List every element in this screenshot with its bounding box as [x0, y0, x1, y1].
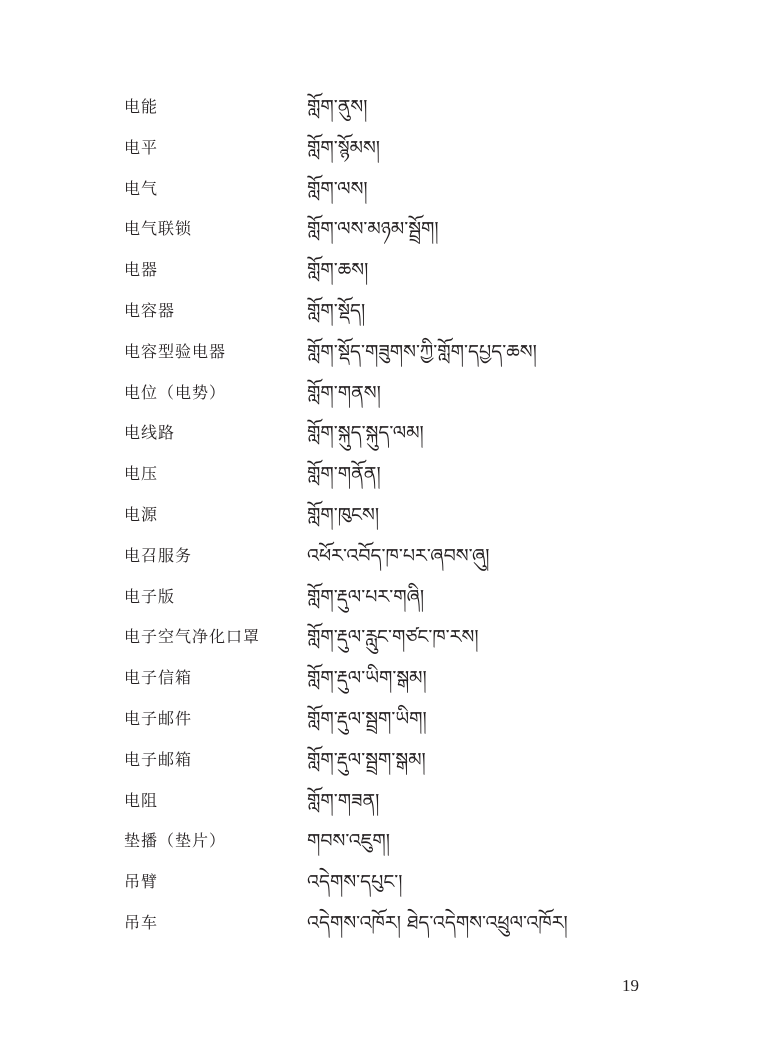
chinese-term: 电源: [124, 504, 159, 524]
glossary-entry: [0, 292, 759, 333]
tibetan-term: གློག་སྙོམས།: [307, 136, 380, 159]
glossary-list: [0, 88, 759, 945]
glossary-entry: [0, 333, 759, 374]
glossary-entry: [0, 822, 759, 863]
tibetan-term: གློག་གནོན།: [307, 463, 381, 486]
chinese-term: 电能: [124, 97, 159, 116]
tibetan-term: གློག་གཟན།: [307, 789, 380, 812]
tibetan-term: གློག་སྡོད།: [307, 299, 366, 322]
glossary-entry: [0, 578, 759, 619]
tibetan-term: གློག་རྡུལ་པར་གཞི།: [307, 585, 425, 608]
chinese-term: 电位（电势）: [124, 382, 227, 402]
chinese-term: 电气: [124, 178, 159, 198]
glossary-entry: [0, 782, 759, 823]
glossary-entry: [0, 537, 759, 578]
tibetan-term: གློག་ལས་མཉམ་སྦྲོག།: [307, 218, 439, 241]
glossary-entry: [0, 496, 759, 537]
chinese-term: 电器: [124, 260, 159, 280]
glossary-entry: [0, 700, 759, 741]
chinese-term: 电线路: [124, 423, 176, 443]
chinese-term: 吊臂: [124, 872, 159, 892]
tibetan-term: གློག་ནུས།: [307, 96, 368, 118]
tibetan-term: གློག་ཁུངས།: [307, 503, 380, 526]
chinese-term: 电阻: [124, 790, 159, 810]
glossary-entry: [0, 374, 759, 415]
tibetan-term: གློག་རྡུལ་སྦྲག་ཡིག།: [307, 707, 427, 730]
glossary-entry: [0, 455, 759, 496]
glossary-entry: [0, 741, 759, 782]
tibetan-term: གློག་ལས།: [307, 177, 368, 200]
chinese-term: 电子版: [124, 586, 176, 606]
chinese-term: 电压: [124, 464, 159, 484]
tibetan-term: གློག་རྡུལ་ཡིག་སྒམ།: [307, 667, 427, 690]
chinese-term: 垫播（垫片）: [124, 831, 227, 851]
tibetan-term: གློག་ཆས།: [307, 259, 369, 282]
chinese-term: 电容型验电器: [124, 341, 227, 361]
glossary-entry: [0, 210, 759, 251]
tibetan-term: གློག་གནས།: [307, 381, 381, 404]
glossary-entry: [0, 170, 759, 211]
tibetan-term: གབས་འཇུག།: [307, 830, 390, 853]
chinese-term: 电子邮箱: [124, 749, 193, 769]
glossary-entry: [0, 251, 759, 292]
glossary-entry: [0, 618, 759, 659]
tibetan-term: འདེགས་འཁོར། ཐེད་འདེགས་འཕྲུལ་འཁོར།: [307, 911, 568, 934]
glossary-entry: [0, 659, 759, 700]
glossary-entry: [0, 129, 759, 170]
glossary-entry: [0, 863, 759, 904]
chinese-term: 电召服务: [124, 545, 193, 565]
tibetan-term: གློག་རྡུལ་སྦྲག་སྒམ།: [307, 748, 426, 771]
chinese-term: 电子信箱: [124, 668, 193, 688]
tibetan-term: འཕོར་འབོད་ཁ་པར་ཞབས་ཞུ།: [307, 544, 490, 567]
chinese-term: 电子邮件: [124, 708, 193, 728]
page-number: 19: [622, 976, 639, 995]
glossary-entry: [0, 904, 759, 945]
tibetan-term: གློག་རྡུལ་རླུང་གཙང་ཁ་རས།: [307, 626, 479, 649]
glossary-entry: [0, 88, 759, 129]
tibetan-term: གློག་སྡོད་གཟུགས་ཀྱི་གློག་དཔྱད་ཆས།: [307, 340, 537, 363]
glossary-entry: [0, 414, 759, 455]
chinese-term: 电容器: [124, 300, 176, 320]
chinese-term: 电气联锁: [124, 219, 193, 239]
tibetan-term: གློག་སྐུད་སྐུད་ལམ།: [307, 422, 424, 445]
tibetan-term: འདེགས་དཔུང་།: [307, 871, 403, 894]
chinese-term: 吊车: [124, 912, 159, 932]
chinese-term: 电平: [124, 137, 159, 157]
chinese-term: 电子空气净化口罩: [124, 627, 261, 647]
